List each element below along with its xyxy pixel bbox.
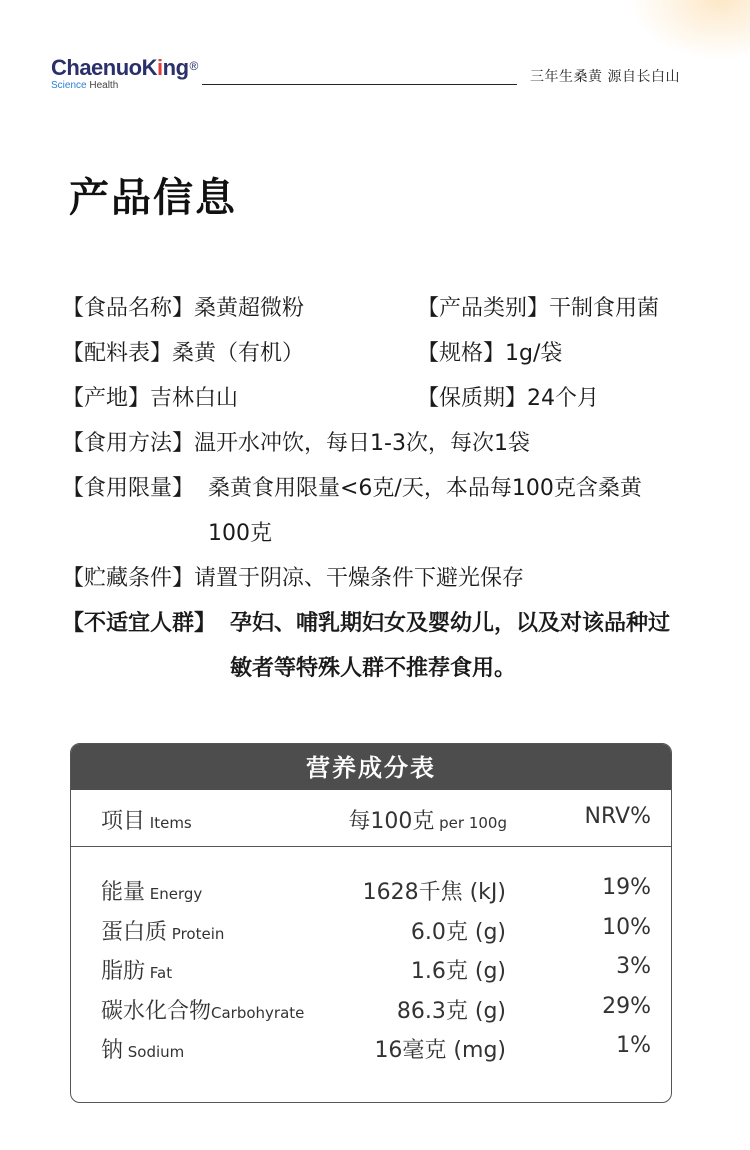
storage-value: 请置于阴凉、干燥条件下避光保存 [194,566,525,591]
header-tagline: 三年生桑黄 源自长白山 [530,69,680,85]
nutrition-table [70,743,672,1103]
col-item [101,804,192,835]
nutrient-name-en: Energy [145,885,203,903]
storage-label: 【贮藏条件】 [62,566,195,591]
nutrient-nrv: 1% [616,1033,651,1058]
nutrient-name-en: Fat [145,964,173,982]
nutrient-value: 1.6克 (g) [410,959,506,984]
origin [62,376,238,421]
page-title: 产品信息 [69,175,237,221]
nutrition-title: 营养成分表 [71,744,671,790]
col-item-en: Items [145,814,192,832]
ingredients [62,331,304,376]
info-row [62,421,702,466]
nutrition-rows [71,847,671,1073]
header-divider [202,84,517,85]
col-per [348,804,507,835]
corner-decoration [630,0,750,60]
nutrient-name-cn: 钠 [101,1038,124,1063]
info-row [62,331,702,376]
nutrient-value: 16毫克 (mg) [374,1038,506,1063]
brand-logo [51,56,198,92]
table-row [71,954,671,994]
nutrient-value: 6.0克 (g) [410,919,506,945]
nutrient-nrv: 19% [602,875,651,900]
product-info [62,286,702,691]
usage-label: 【食用方法】 [62,431,195,456]
storage [62,556,524,601]
info-row [62,286,702,331]
nutrient-name [101,915,224,946]
brand-sub-science: Science [51,80,87,91]
brand-name-end: ng [162,55,189,80]
category-value: 干制食用菌 [549,296,660,321]
registered-mark: ® [189,59,198,73]
intake-limit [62,466,702,556]
brand-name [51,56,198,80]
unsuitable-groups [62,601,702,691]
product-category [417,286,659,331]
brand-name-part: ChaenuoK [51,55,157,80]
info-row [62,376,702,421]
nutrient-name-en: Protein [167,924,225,943]
origin-label: 【产地】 [62,386,151,411]
nutrient-nrv: 29% [602,993,651,1019]
shelf-life [417,376,599,421]
usage-value: 温开水冲饮，每日1-3次，每次1袋 [194,431,530,456]
nutrition-header-row [71,790,671,847]
specification [417,331,562,376]
nutrient-name-cn: 蛋白质 [101,919,168,945]
col-item-cn: 项目 [101,809,146,834]
unsuitable-label: 【不适宜人群】 [62,611,217,636]
nutrient-name-cn: 能量 [101,880,146,905]
nutrient-nrv: 3% [616,954,651,979]
nutrient-name [101,875,202,906]
food-name-value: 桑黄超微粉 [194,296,305,321]
shelf-value: 24个月 [527,386,600,411]
nutrient-name [101,994,304,1025]
col-per-en: per 100g [434,814,507,832]
shelf-label: 【保质期】 [417,386,528,411]
spec-label: 【规格】 [417,341,506,366]
table-row [71,994,671,1034]
nutrient-name-en: Sodium [123,1043,185,1061]
nutrient-name-cn: 碳水化合物 [101,998,212,1024]
category-label: 【产品类别】 [417,296,550,321]
ingredients-label: 【配料表】 [62,341,173,366]
origin-value: 吉林白山 [150,386,239,411]
table-row [71,915,671,955]
nutrient-nrv: 10% [602,914,651,940]
nutrient-name-cn: 脂肪 [101,959,146,984]
nutrient-name-en: Carbohyrate [211,1003,305,1022]
nutrient-name [101,954,172,985]
brand-sub-health: Health [86,80,119,91]
usage [62,421,530,466]
brand-subtitle [51,80,198,92]
spec-value: 1g/袋 [505,341,563,366]
table-row [71,875,671,915]
nutrient-name [101,1033,184,1064]
nutrient-value: 1628千焦 (kJ) [362,880,506,905]
table-row [71,1033,671,1073]
ingredients-value: 桑黄（有机） [172,341,305,366]
info-row [62,556,702,601]
limit-value: 桑黄食用限量<6克/天，本品每100克含桑黄100克 [208,476,642,546]
unsuitable-value: 孕妇、哺乳期妇女及婴幼儿，以及对该品种过敏者等特殊人群不推荐食用。 [230,611,671,681]
food-name-label: 【食品名称】 [62,296,195,321]
col-nrv: NRV% [584,804,651,829]
food-name [62,286,304,331]
brand-name-i: i [157,55,163,80]
nutrient-value: 86.3克 (g) [396,998,506,1024]
col-per-cn: 每100克 [348,809,435,834]
limit-label: 【食用限量】 [62,476,195,501]
